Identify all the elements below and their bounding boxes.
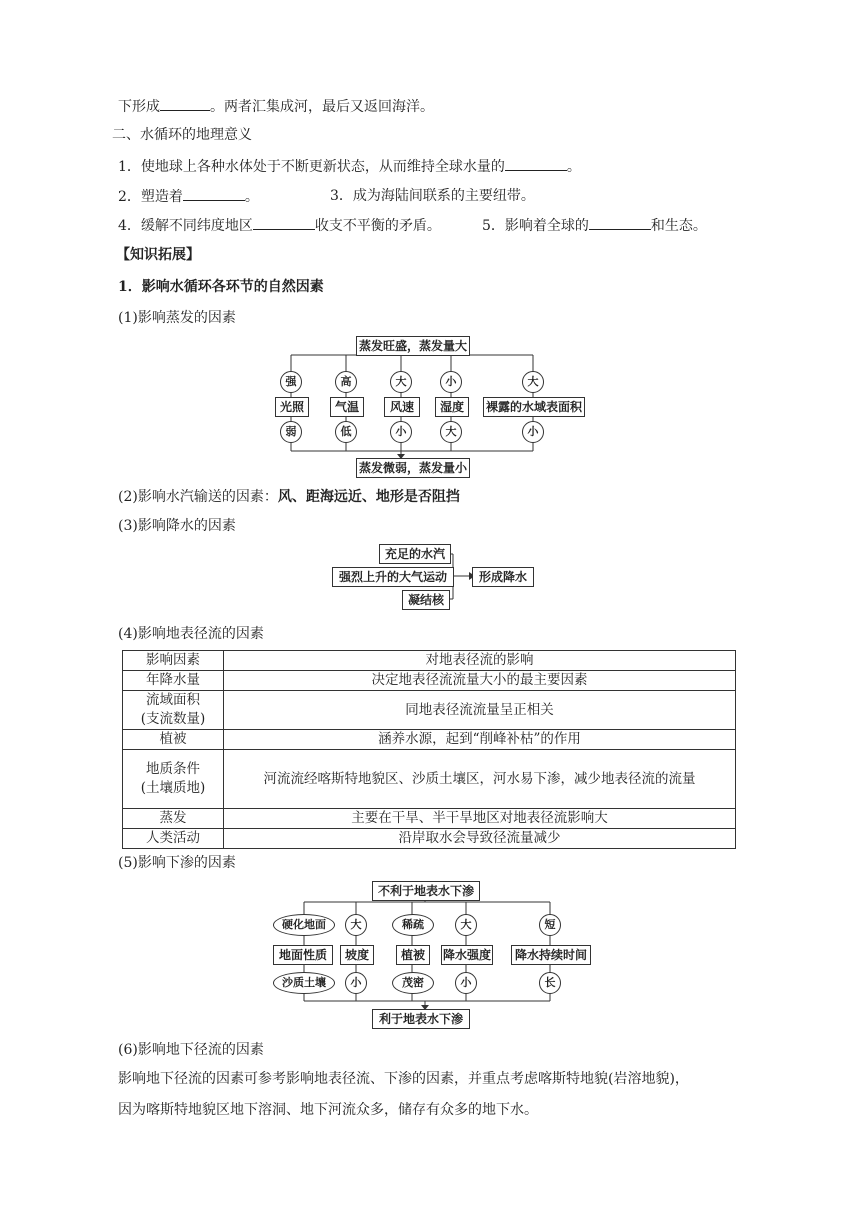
infil-factor-3: 植被 bbox=[396, 945, 430, 965]
evap-hi-3: 大 bbox=[390, 371, 412, 393]
table-cell: 地质条件 (土壤质地) bbox=[123, 750, 224, 809]
knowledge-extension-title: 【知识拓展】 bbox=[116, 247, 200, 263]
evap-hi-5: 大 bbox=[522, 371, 544, 393]
precip-input-vapor: 充足的水汽 bbox=[379, 544, 451, 564]
evap-hi-2: 高 bbox=[335, 371, 357, 393]
table-cell: 蒸发 bbox=[123, 809, 224, 829]
table-cell: 沿岸取水会导致径流量减少 bbox=[224, 829, 736, 849]
infil-bottom-box: 利于地表水下渗 bbox=[372, 1009, 470, 1029]
precipitation-diagram bbox=[332, 544, 542, 612]
fill-blank bbox=[505, 156, 567, 171]
table-cell: 年降水量 bbox=[123, 671, 224, 691]
infil-lo-3: 茂密 bbox=[392, 972, 434, 994]
infil-lo-5: 长 bbox=[539, 972, 561, 994]
infil-factor-5: 降水持续时间 bbox=[511, 945, 591, 965]
evap-lo-4: 大 bbox=[440, 421, 462, 443]
table-cell: 同地表径流流量呈正相关 bbox=[224, 691, 736, 730]
infil-factor-2: 坡度 bbox=[340, 945, 374, 965]
table-cell: 河流流经喀斯特地貌区、沙质土壤区，河水易下渗，减少地表径流的流量 bbox=[224, 750, 736, 809]
evap-factor-3: 风速 bbox=[384, 397, 420, 417]
fill-blank bbox=[183, 186, 245, 201]
table-row bbox=[123, 671, 736, 691]
table-cell: 人类活动 bbox=[123, 829, 224, 849]
evap-factor-1: 光照 bbox=[275, 397, 309, 417]
evap-hi-4: 小 bbox=[440, 371, 462, 393]
subheading-infiltration: (5)影响下渗的因素 bbox=[118, 855, 236, 871]
table-row bbox=[123, 730, 736, 750]
subheading-surface-runoff: (4)影响地表径流的因素 bbox=[118, 626, 264, 642]
subheading-vapor-transport: (2)影响水汽输送的因素：风、距海远近、地形是否阻挡 bbox=[118, 489, 460, 505]
infil-lo-1: 沙质土壤 bbox=[273, 972, 335, 994]
item-1: 1．使地球上各种水体处于不断更新状态，从而维持全球水量的 。 bbox=[118, 156, 581, 177]
table-row bbox=[123, 809, 736, 829]
evap-lo-5: 小 bbox=[522, 421, 544, 443]
evap-factor-4: 湿度 bbox=[435, 397, 469, 417]
subheading-groundwater: (6)影响地下径流的因素 bbox=[118, 1042, 264, 1058]
fill-blank bbox=[589, 215, 651, 230]
precip-input-nuclei: 凝结核 bbox=[402, 590, 450, 610]
infil-top-box: 不利于地表水下渗 bbox=[372, 881, 480, 901]
infil-hi-5: 短 bbox=[539, 914, 561, 936]
precip-result: 形成降水 bbox=[472, 567, 534, 587]
table-header-row bbox=[123, 651, 736, 671]
surface-runoff-table bbox=[122, 650, 736, 849]
infiltration-diagram bbox=[270, 881, 600, 1029]
table-header-cell: 影响因素 bbox=[123, 651, 224, 671]
fill-blank bbox=[160, 96, 210, 111]
table-row bbox=[123, 691, 736, 730]
table-cell: 涵养水源，起到“削峰补枯”的作用 bbox=[224, 730, 736, 750]
table-row bbox=[123, 829, 736, 849]
table-header-cell: 对地表径流的影响 bbox=[224, 651, 736, 671]
evap-lo-2: 低 bbox=[335, 421, 357, 443]
infil-factor-1: 地面性质 bbox=[273, 945, 333, 965]
table-row bbox=[123, 750, 736, 809]
evap-factor-2: 气温 bbox=[330, 397, 364, 417]
item-4: 4．缓解不同纬度地区 收支不平衡的矛盾。 bbox=[118, 215, 441, 236]
infil-hi-2: 大 bbox=[345, 914, 367, 936]
evap-bottom-box: 蒸发微弱，蒸发量小 bbox=[356, 458, 470, 478]
item-2: 2．塑造着 。 bbox=[118, 186, 259, 207]
evap-top-box: 蒸发旺盛，蒸发量大 bbox=[356, 336, 470, 356]
infil-hi-1: 硬化地面 bbox=[273, 914, 335, 936]
infil-hi-3: 稀疏 bbox=[392, 914, 434, 936]
table-cell: 植被 bbox=[123, 730, 224, 750]
evaporation-diagram bbox=[270, 336, 600, 474]
paragraph-line-2: 因为喀斯特地貌区地下溶洞、地下河流众多，储存有众多的地下水。 bbox=[118, 1102, 538, 1118]
infil-lo-4: 小 bbox=[455, 972, 477, 994]
paragraph-line-1: 影响地下径流的因素可参考影响地表径流、下渗的因素，并重点考虑喀斯特地貌(岩溶地貌)， bbox=[118, 1071, 689, 1087]
item-5: 5．影响着全球的 和生态。 bbox=[482, 215, 707, 236]
subheading-evaporation: (1)影响蒸发的因素 bbox=[118, 310, 236, 326]
infil-factor-4: 降水强度 bbox=[441, 945, 493, 965]
infil-lo-2: 小 bbox=[345, 972, 367, 994]
section-2-title: 二、水循环的地理意义 bbox=[112, 127, 252, 143]
evap-factor-5: 裸露的水域表面积 bbox=[483, 397, 585, 417]
infil-hi-4: 大 bbox=[455, 914, 477, 936]
evap-lo-1: 弱 bbox=[280, 421, 302, 443]
subheading-precipitation: (3)影响降水的因素 bbox=[118, 518, 236, 534]
table-cell: 主要在干旱、半干旱地区对地表径流影响大 bbox=[224, 809, 736, 829]
text-line-1: 下形成 。两者汇集成河，最后又返回海洋。 bbox=[118, 96, 434, 117]
precip-input-uplift: 强烈上升的大气运动 bbox=[332, 567, 454, 587]
table-cell: 决定地表径流流量大小的最主要因素 bbox=[224, 671, 736, 691]
evap-lo-3: 小 bbox=[390, 421, 412, 443]
fill-blank bbox=[253, 215, 315, 230]
heading-natural-factors: 1．影响水循环各环节的自然因素 bbox=[118, 279, 324, 295]
evap-hi-1: 强 bbox=[280, 371, 302, 393]
table-cell: 流域面积 (支流数量) bbox=[123, 691, 224, 730]
item-3: 3．成为海陆间联系的主要纽带。 bbox=[330, 188, 535, 204]
